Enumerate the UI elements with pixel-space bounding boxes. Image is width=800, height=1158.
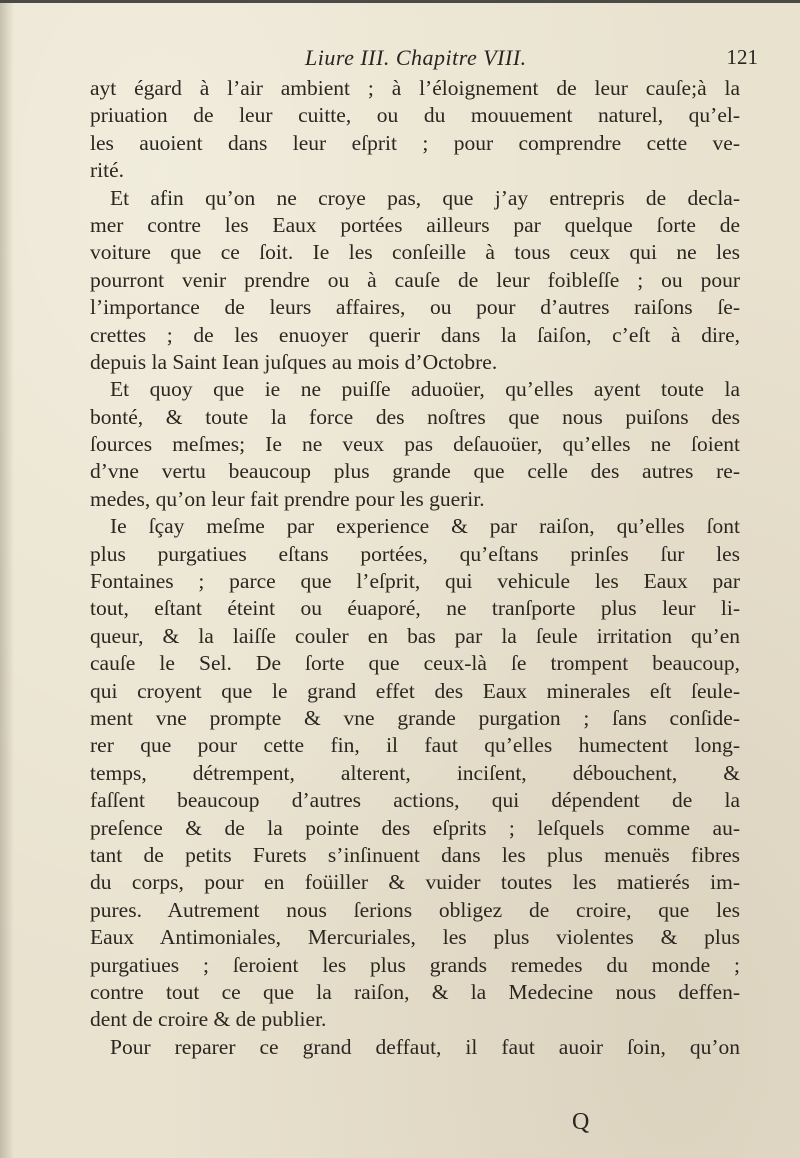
text-line: medes, qu’on leur fait prendre pour les guerir.: [90, 486, 485, 511]
paragraph-start-line: Ie ſçay meſme par experience & par raiſon, qu’elles ſont: [110, 514, 740, 539]
text-line: tout, eſtant éteint ou éuaporé, ne tranſporte plus leur li-: [90, 596, 740, 621]
page-number: 121: [726, 45, 758, 69]
text-line: Eaux Antimoniales, Mercuriales, les plus violentes & plus: [90, 925, 740, 950]
text-line: bonté, & toute la force des noſtres que nous puiſons des: [90, 404, 740, 429]
text-line: ment vne prompte & vne grande purgation ; ſans conſide-: [90, 705, 740, 730]
text-line: mer contre les Eaux portées ailleurs par quelque ſorte de: [90, 212, 740, 237]
text-line: queur, & la laiſſe couler en bas par la ſeule irritation qu’en: [90, 623, 740, 648]
page-edge-shadow: [0, 3, 14, 1158]
text-line: l’importance de leurs affaires, ou pour d’autres raiſons ſe-: [90, 295, 740, 320]
text-line: pures. Autrement nous ſerions obligez de croire, que les: [90, 897, 740, 922]
text-line: rer que pour cette fin, il faut qu’elles humectent long-: [90, 733, 740, 758]
text-line: plus purgatiues eſtans portées, qu’eſtans prinſes ſur les: [90, 541, 740, 566]
text-line: tant de petits Furets s’inſinuent dans les plus menuës fibres: [90, 842, 740, 867]
text-line: Fontaines ; parce que l’eſprit, qui vehicule les Eaux par: [90, 569, 740, 594]
text-line: d’vne vertu beaucoup plus grande que celle des autres re-: [90, 459, 740, 484]
text-line: ſources meſmes; Ie ne veux pas deſauoüer, qu’elles ne ſoient: [90, 432, 740, 457]
text-line: depuis la Saint Iean juſques au mois d’Octobre.: [90, 349, 498, 374]
paragraph-start-line: Et quoy que ie ne puiſſe aduoüer, qu’elles ayent toute la: [110, 377, 740, 402]
text-line: rité.: [90, 158, 125, 183]
text-line: purgatiues ; ſeroient les plus grands remedes du monde ;: [90, 952, 740, 977]
text-line: pourront venir prendre ou à cauſe de leur foibleſſe ; ou pour: [90, 267, 740, 292]
text-line: voiture que ce ſoit. Ie les conſeille à tous ceux qui ne les: [90, 240, 740, 265]
text-line: priuation de leur cuitte, ou du mouuement naturel, qu’el-: [90, 103, 740, 128]
body-text: [90, 75, 740, 1061]
text-line: dent de croire & de publier.: [90, 1007, 327, 1032]
text-line: du corps, pour en foüiller & vuider toutes les matierés im-: [90, 870, 740, 895]
text-line: contre tout ce que la raiſon, & la Medecine nous deffen-: [90, 979, 740, 1004]
text-line: preſence & de la pointe des eſprits ; leſquels comme au-: [90, 815, 740, 840]
text-line: ayt égard à l’air ambient ; à l’éloignement de leur cauſe;à la: [90, 76, 740, 100]
page-header: [90, 45, 758, 77]
paragraph-start-line: Pour reparer ce grand deffaut, il faut auoir ſoin, qu’on: [110, 1034, 740, 1059]
text-line: les auoient dans leur eſprit ; pour comprendre cette ve-: [90, 130, 740, 155]
running-head: Liure III. Chapitre VIII.: [305, 45, 527, 70]
text-line: crettes ; de les enuoyer querir dans la ſaiſon, c’eſt à dire,: [90, 322, 740, 347]
paragraph-start-line: Et afin qu’on ne croye pas, que j’ay entrepris de decla-: [110, 185, 740, 210]
text-line: faſſent beaucoup d’autres actions, qui dépendent de la: [90, 788, 740, 813]
text-line: cauſe le Sel. De ſorte que ceux-là ſe trompent beaucoup,: [90, 651, 740, 676]
signature-mark: Q: [572, 1109, 590, 1135]
text-line: temps, détrempent, alterent, inciſent, débouchent, &: [90, 760, 740, 785]
text-line: qui croyent que le grand effet des Eaux minerales eſt ſeule-: [90, 678, 740, 703]
